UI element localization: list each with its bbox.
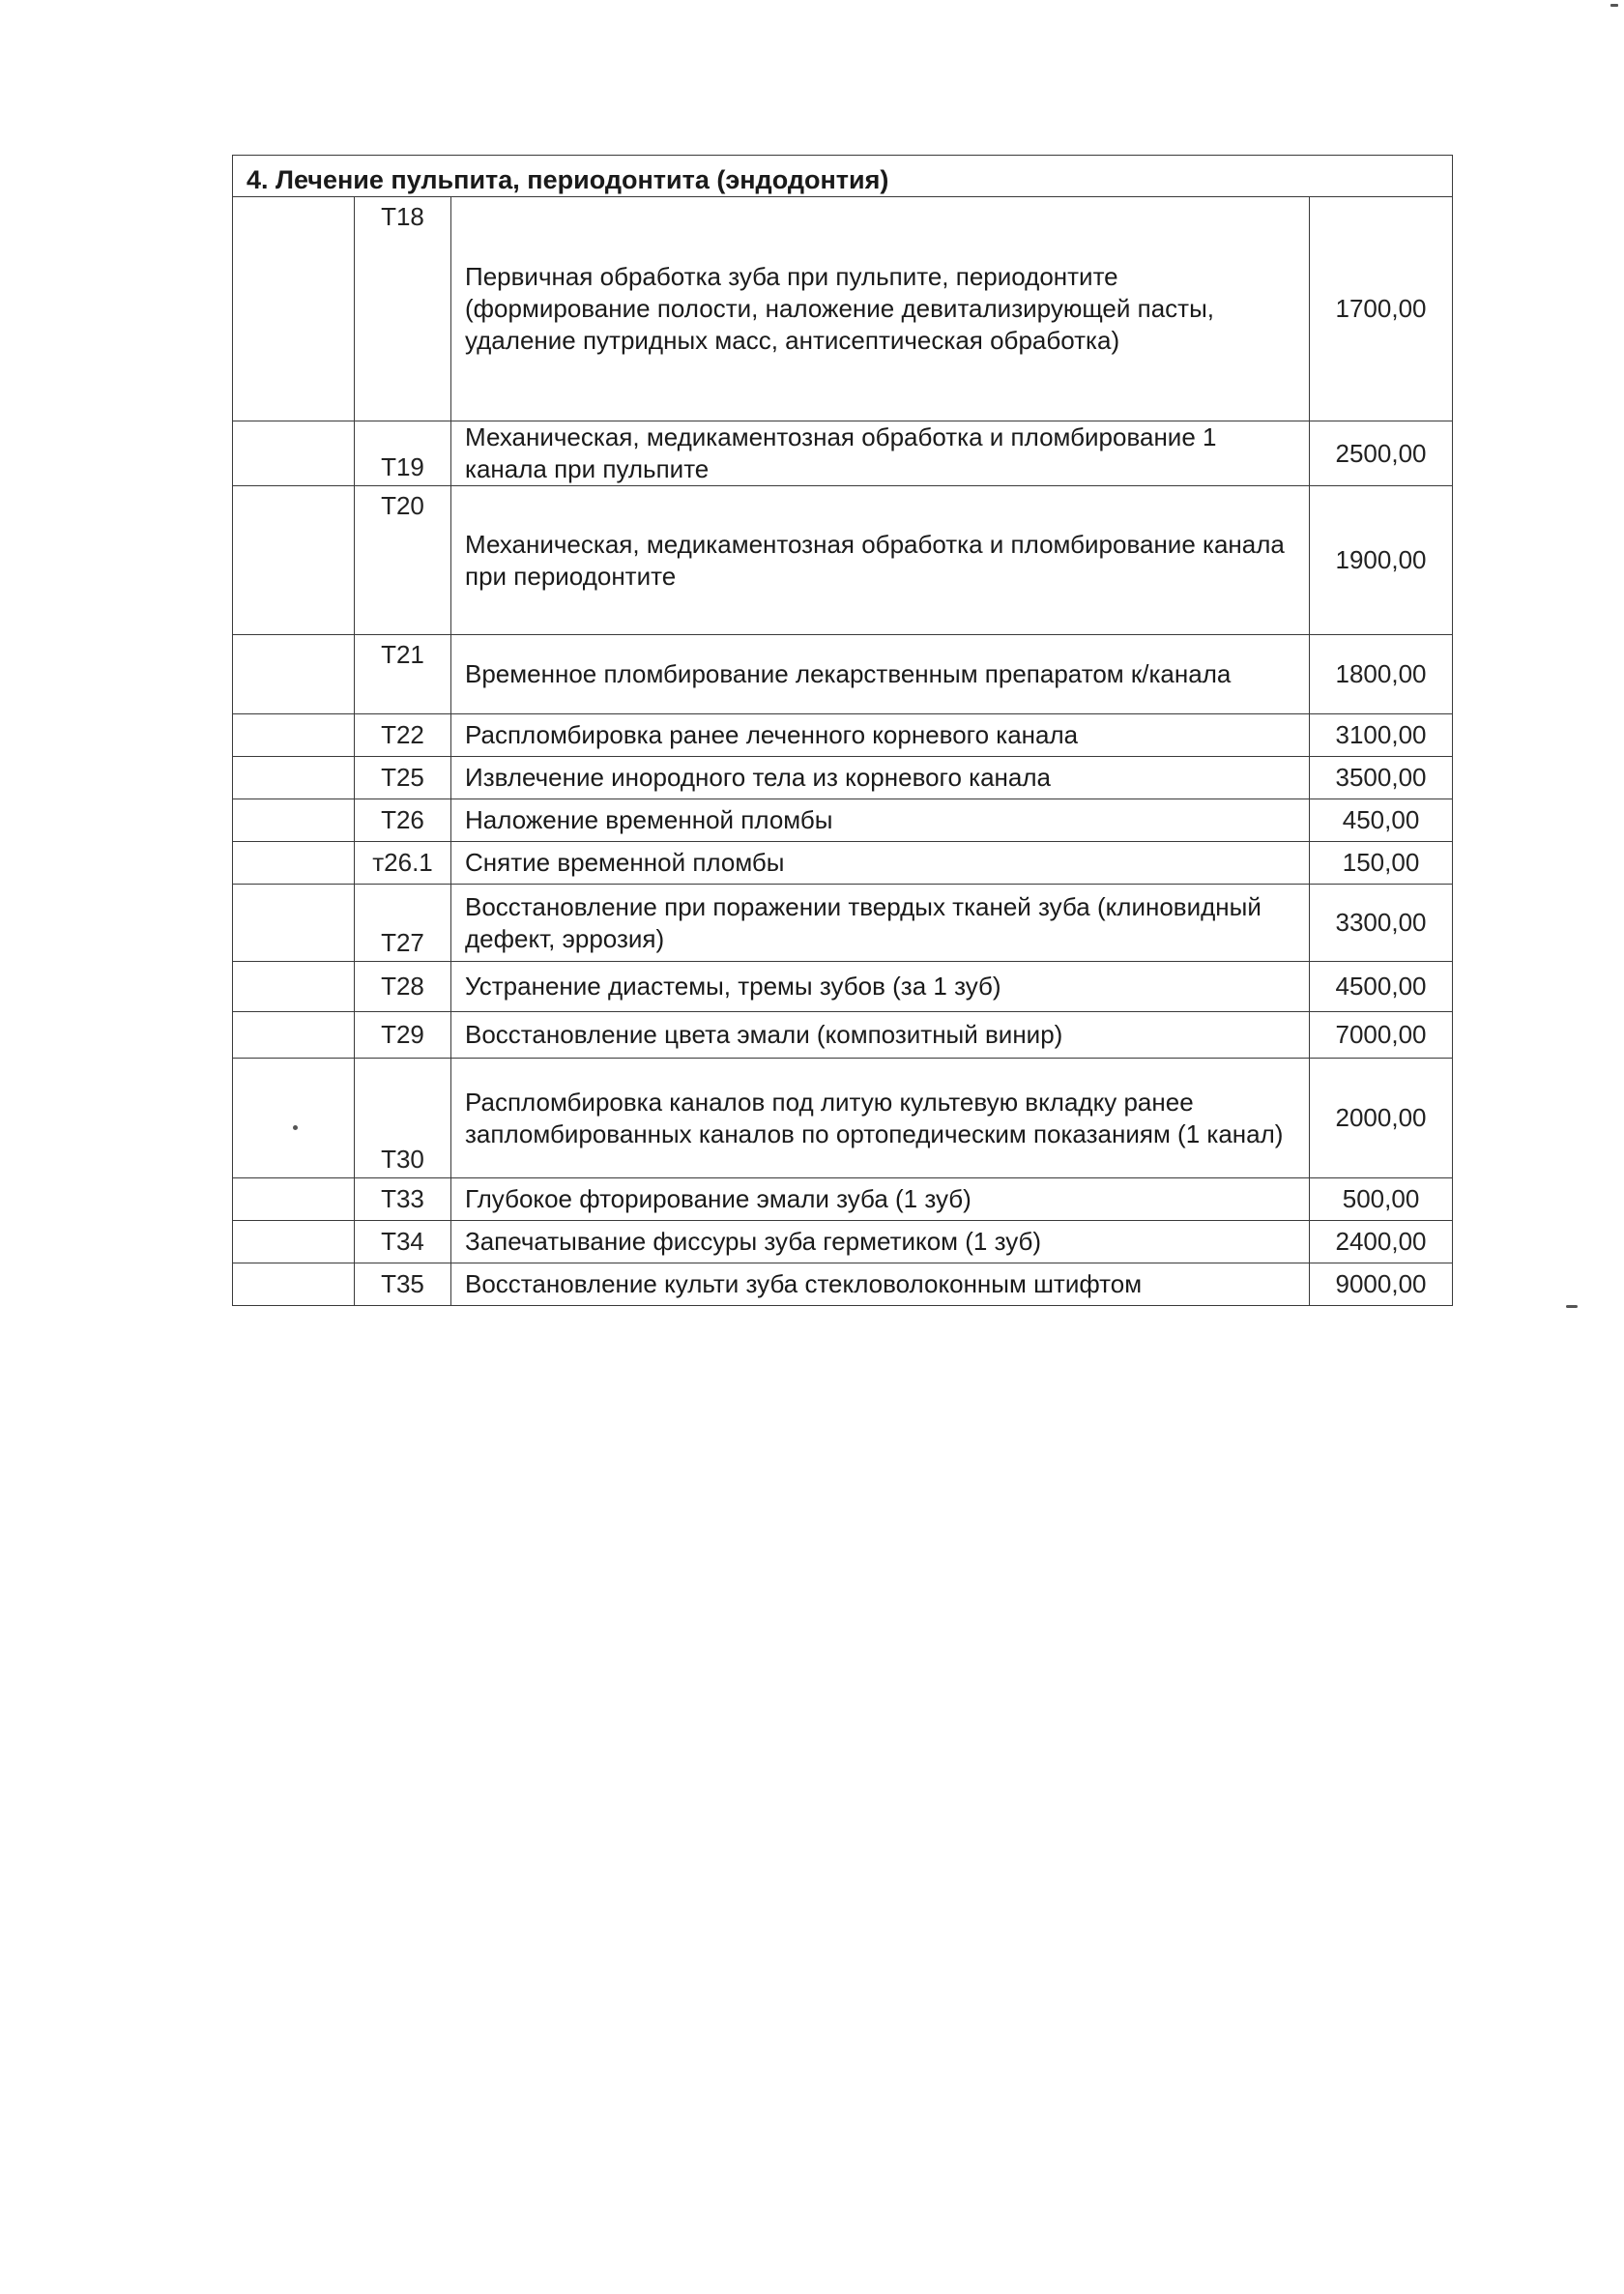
service-code: Т18: [355, 197, 451, 421]
service-price: 4500,00: [1310, 962, 1453, 1012]
table-row: [233, 635, 1453, 714]
service-code: Т27: [355, 885, 451, 962]
service-price: 7000,00: [1310, 1012, 1453, 1059]
table-row: [233, 842, 1453, 885]
service-price: 2000,00: [1310, 1059, 1453, 1178]
blank-cell: [233, 799, 355, 842]
table-row: [233, 757, 1453, 799]
blank-cell: [233, 1012, 355, 1059]
service-code: Т22: [355, 714, 451, 757]
blank-cell: [233, 1178, 355, 1221]
service-description: Восстановление при поражении твердых тканей зуба (клиновидный дефект, эррозия): [451, 885, 1310, 962]
section-title: 4. Лечение пульпита, периодонтита (эндодонтия): [233, 156, 1453, 197]
table-row: [233, 1012, 1453, 1059]
scan-speck: [1566, 1305, 1578, 1308]
service-code: Т21: [355, 635, 451, 714]
service-price: 1700,00: [1310, 197, 1453, 421]
service-description: Первичная обработка зуба при пульпите, периодонтите (формирование полости, наложение девитализирующей пасты, удаление путридных масс, антисептическая обработка): [451, 197, 1310, 421]
service-price: 3300,00: [1310, 885, 1453, 962]
service-description: Восстановление цвета эмали (композитный винир): [451, 1012, 1310, 1059]
service-description: Извлечение инородного тела из корневого канала: [451, 757, 1310, 799]
blank-cell: [233, 486, 355, 635]
service-code: Т20: [355, 486, 451, 635]
blank-cell: [233, 962, 355, 1012]
service-code: Т30: [355, 1059, 451, 1178]
price-list-table: [232, 155, 1453, 1306]
table-row: [233, 486, 1453, 635]
blank-cell: [233, 757, 355, 799]
service-code: Т26: [355, 799, 451, 842]
table-row: [233, 885, 1453, 962]
service-description: Распломбировка каналов под литую культевую вкладку ранее запломбированных каналов по ортопедическим показаниям (1 канал): [451, 1059, 1310, 1178]
table-row: [233, 421, 1453, 486]
service-description: Снятие временной пломбы: [451, 842, 1310, 885]
service-code: Т34: [355, 1221, 451, 1263]
blank-cell: [233, 714, 355, 757]
table-row: [233, 714, 1453, 757]
service-price: 500,00: [1310, 1178, 1453, 1221]
service-price: 2400,00: [1310, 1221, 1453, 1263]
section-header-row: [233, 156, 1453, 197]
service-description: Восстановление культи зуба стекловолоконным штифтом: [451, 1263, 1310, 1306]
blank-cell: [233, 635, 355, 714]
service-description: Механическая, медикаментозная обработка и пломбирование 1 канала при пульпите: [451, 421, 1310, 486]
blank-cell: [233, 197, 355, 421]
table-row: [233, 962, 1453, 1012]
service-description: Глубокое фторирование эмали зуба (1 зуб): [451, 1178, 1310, 1221]
service-code: Т19: [355, 421, 451, 486]
service-code: Т29: [355, 1012, 451, 1059]
service-code: Т33: [355, 1178, 451, 1221]
table-row: [233, 1178, 1453, 1221]
table-row: [233, 1221, 1453, 1263]
service-description: Наложение временной пломбы: [451, 799, 1310, 842]
service-description: Запечатывание фиссуры зуба герметиком (1 зуб): [451, 1221, 1310, 1263]
blank-cell: [233, 885, 355, 962]
scan-speck: [293, 1125, 298, 1130]
service-price: 2500,00: [1310, 421, 1453, 486]
blank-cell: [233, 1221, 355, 1263]
service-description: Временное пломбирование лекарственным препаратом к/канала: [451, 635, 1310, 714]
table-row: [233, 799, 1453, 842]
service-description: Распломбировка ранее леченного корневого канала: [451, 714, 1310, 757]
table-row: [233, 1263, 1453, 1306]
service-price: 3500,00: [1310, 757, 1453, 799]
service-code: Т35: [355, 1263, 451, 1306]
blank-cell: [233, 1263, 355, 1306]
service-price: 3100,00: [1310, 714, 1453, 757]
table-row: [233, 197, 1453, 421]
service-price: 9000,00: [1310, 1263, 1453, 1306]
blank-cell: [233, 421, 355, 486]
scan-speck: [1610, 4, 1618, 7]
service-code: Т28: [355, 962, 451, 1012]
blank-cell: [233, 1059, 355, 1178]
service-description: Механическая, медикаментозная обработка и пломбирование канала при периодонтите: [451, 486, 1310, 635]
service-description: Устранение диастемы, тремы зубов (за 1 зуб): [451, 962, 1310, 1012]
service-code: Т25: [355, 757, 451, 799]
table-row: [233, 1059, 1453, 1178]
service-code: т26.1: [355, 842, 451, 885]
service-price: 150,00: [1310, 842, 1453, 885]
service-price: 450,00: [1310, 799, 1453, 842]
blank-cell: [233, 842, 355, 885]
service-price: 1900,00: [1310, 486, 1453, 635]
service-price: 1800,00: [1310, 635, 1453, 714]
